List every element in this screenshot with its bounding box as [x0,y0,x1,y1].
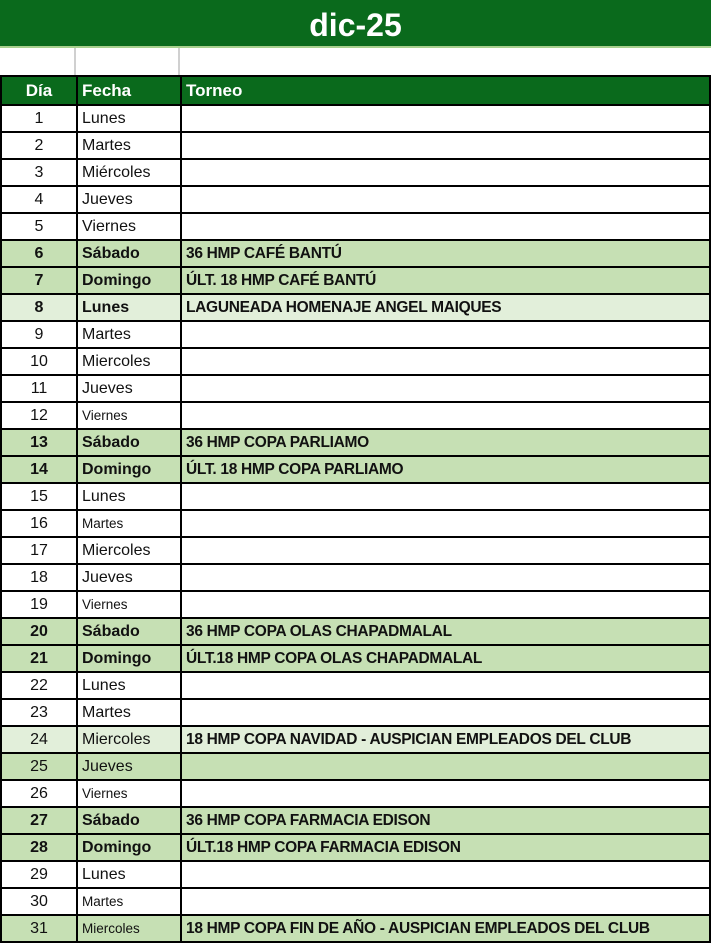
fecha-cell[interactable]: Domingo [77,267,181,294]
table-row [1,645,710,672]
fecha-cell[interactable]: Jueves [77,753,181,780]
table-row [1,672,710,699]
torneo-cell[interactable]: 36 HMP CAFÉ BANTÚ [181,240,710,267]
fecha-cell[interactable]: Miercoles [77,537,181,564]
table-row [1,888,710,915]
fecha-cell[interactable]: Lunes [77,294,181,321]
dia-cell[interactable]: 23 [1,699,77,726]
dia-cell[interactable]: 7 [1,267,77,294]
dia-cell[interactable]: 24 [1,726,77,753]
torneo-cell[interactable]: 36 HMP COPA OLAS CHAPADMALAL [181,618,710,645]
table-row [1,537,710,564]
torneo-cell[interactable]: ÚLT. 18 HMP COPA PARLIAMO [181,456,710,483]
table-row [1,375,710,402]
dia-cell[interactable]: 21 [1,645,77,672]
fecha-cell[interactable]: Viernes [77,402,181,429]
dia-cell[interactable]: 3 [1,159,77,186]
fecha-cell[interactable]: Martes [77,510,181,537]
dia-cell[interactable]: 10 [1,348,77,375]
table-row [1,753,710,780]
schedule-table [0,75,711,943]
torneo-cell[interactable] [181,564,710,591]
dia-cell[interactable]: 12 [1,402,77,429]
table-row [1,780,710,807]
table-row [1,267,710,294]
torneo-cell[interactable] [181,780,710,807]
dia-cell[interactable]: 13 [1,429,77,456]
fecha-cell[interactable]: Lunes [77,105,181,132]
torneo-cell[interactable] [181,321,710,348]
dia-cell[interactable]: 18 [1,564,77,591]
fecha-cell[interactable]: Sábado [77,807,181,834]
torneo-cell[interactable] [181,348,710,375]
fecha-cell[interactable]: Miércoles [77,159,181,186]
dia-cell[interactable]: 11 [1,375,77,402]
header-fecha[interactable]: Fecha [77,76,181,105]
fecha-cell[interactable]: Viernes [77,591,181,618]
torneo-cell[interactable] [181,402,710,429]
header-row [1,76,710,105]
fecha-cell[interactable]: Lunes [77,672,181,699]
fecha-cell[interactable]: Domingo [77,456,181,483]
table-row [1,213,710,240]
table-row [1,510,710,537]
fecha-cell[interactable]: Domingo [77,645,181,672]
fecha-cell[interactable]: Jueves [77,564,181,591]
dia-cell[interactable]: 4 [1,186,77,213]
fecha-cell[interactable]: Miercoles [77,726,181,753]
blank-cell[interactable] [0,48,76,75]
fecha-cell[interactable]: Sábado [77,618,181,645]
fecha-cell[interactable]: Martes [77,699,181,726]
dia-cell[interactable]: 6 [1,240,77,267]
table-row [1,591,710,618]
header-torneo[interactable]: Torneo [181,76,710,105]
torneo-cell[interactable]: 36 HMP COPA PARLIAMO [181,429,710,456]
table-row [1,915,710,942]
torneo-cell[interactable] [181,888,710,915]
torneo-cell[interactable] [181,591,710,618]
table-row [1,429,710,456]
torneo-cell[interactable] [181,753,710,780]
torneo-cell[interactable] [181,483,710,510]
table-row [1,402,710,429]
fecha-cell[interactable]: Domingo [77,834,181,861]
torneo-cell[interactable] [181,105,710,132]
fecha-cell[interactable]: Martes [77,321,181,348]
torneo-cell[interactable] [181,132,710,159]
table-row [1,456,710,483]
blank-cell[interactable] [76,48,180,75]
torneo-cell[interactable] [181,537,710,564]
fecha-cell[interactable]: Martes [77,132,181,159]
table-row [1,861,710,888]
torneo-cell[interactable]: 36 HMP COPA FARMACIA EDISON [181,807,710,834]
torneo-cell[interactable]: LAGUNEADA HOMENAJE ANGEL MAIQUES [181,294,710,321]
torneo-cell[interactable] [181,510,710,537]
dia-cell[interactable]: 29 [1,861,77,888]
fecha-cell[interactable]: Lunes [77,861,181,888]
torneo-cell[interactable] [181,861,710,888]
table-row [1,699,710,726]
dia-cell[interactable]: 17 [1,537,77,564]
fecha-cell[interactable]: Sábado [77,429,181,456]
torneo-cell[interactable] [181,213,710,240]
table-row [1,483,710,510]
torneo-cell[interactable]: 18 HMP COPA NAVIDAD - AUSPICIAN EMPLEADOS DEL CLUB [181,726,710,753]
dia-cell[interactable]: 25 [1,753,77,780]
dia-cell[interactable]: 9 [1,321,77,348]
fecha-cell[interactable]: Lunes [77,483,181,510]
table-row [1,186,710,213]
dia-cell[interactable]: 27 [1,807,77,834]
fecha-cell[interactable]: Miercoles [77,348,181,375]
torneo-cell[interactable] [181,699,710,726]
table-row [1,240,710,267]
sheet-title: dic-25 [0,0,711,48]
blank-cell[interactable] [180,48,711,75]
fecha-cell[interactable]: Jueves [77,375,181,402]
dia-cell[interactable]: 2 [1,132,77,159]
table-row [1,159,710,186]
table-row [1,726,710,753]
dia-cell[interactable]: 1 [1,105,77,132]
torneo-cell[interactable]: ÚLT. 18 HMP CAFÉ BANTÚ [181,267,710,294]
dia-cell[interactable]: 22 [1,672,77,699]
table-row [1,564,710,591]
dia-cell[interactable]: 8 [1,294,77,321]
torneo-cell[interactable] [181,186,710,213]
dia-cell[interactable]: 31 [1,915,77,942]
table-row [1,618,710,645]
dia-cell[interactable]: 15 [1,483,77,510]
fecha-cell[interactable]: Miercoles [77,915,181,942]
fecha-cell[interactable]: Martes [77,888,181,915]
dia-cell[interactable]: 28 [1,834,77,861]
table-row [1,105,710,132]
torneo-cell[interactable]: ÚLT.18 HMP COPA FARMACIA EDISON [181,834,710,861]
header-dia[interactable]: Día [1,76,77,105]
fecha-cell[interactable]: Viernes [77,213,181,240]
fecha-cell[interactable]: Viernes [77,780,181,807]
table-row [1,348,710,375]
table-row [1,834,710,861]
fecha-cell[interactable]: Sábado [77,240,181,267]
fecha-cell[interactable]: Jueves [77,186,181,213]
blank-row [0,48,711,75]
dia-cell[interactable]: 26 [1,780,77,807]
table-row [1,294,710,321]
dia-cell[interactable]: 19 [1,591,77,618]
dia-cell[interactable]: 16 [1,510,77,537]
torneo-cell[interactable] [181,375,710,402]
torneo-cell[interactable] [181,672,710,699]
torneo-cell[interactable]: ÚLT.18 HMP COPA OLAS CHAPADMALAL [181,645,710,672]
table-row [1,321,710,348]
torneo-cell[interactable]: 18 HMP COPA FIN DE AÑO - AUSPICIAN EMPLEADOS DEL CLUB [181,915,710,942]
torneo-cell[interactable] [181,159,710,186]
table-row [1,807,710,834]
dia-cell[interactable]: 14 [1,456,77,483]
dia-cell[interactable]: 20 [1,618,77,645]
table-row [1,132,710,159]
dia-cell[interactable]: 30 [1,888,77,915]
dia-cell[interactable]: 5 [1,213,77,240]
